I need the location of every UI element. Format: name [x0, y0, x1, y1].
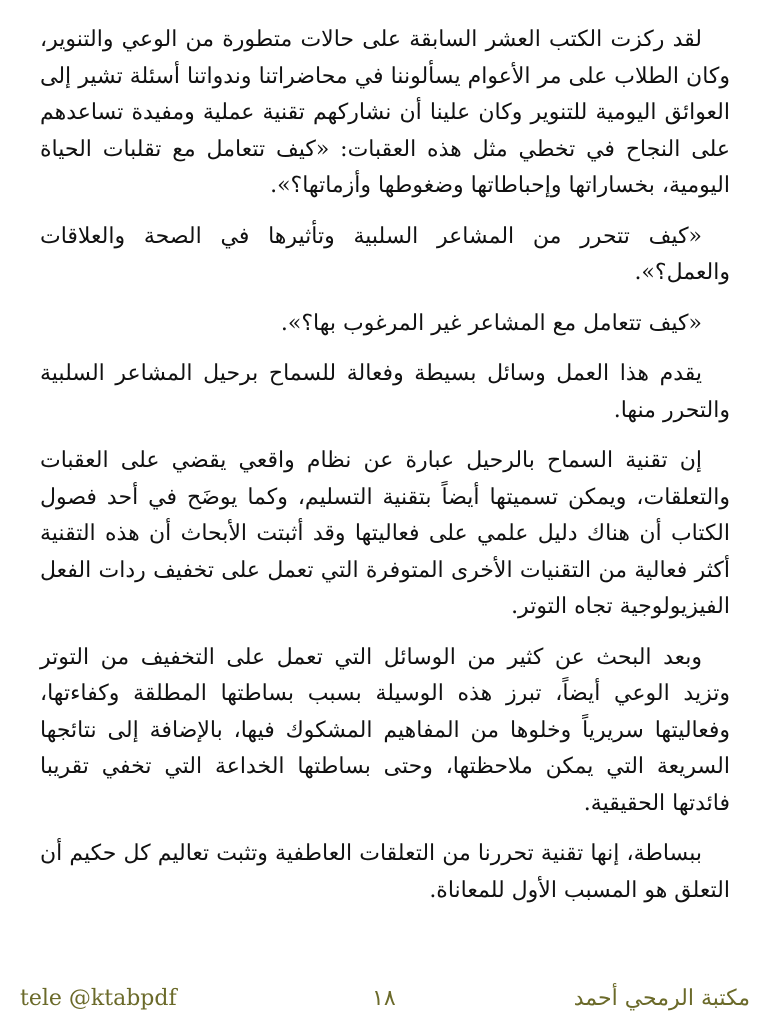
- paragraph-question-unwanted-emotions: «كيف تتعامل مع المشاعر غير المرغوب بها؟».: [280, 310, 702, 336]
- page-footer: [0, 980, 768, 1020]
- paragraph-question-negative-emotions: «كيف تتحرر من المشاعر السلبية وتأثيرها في الصحة والعلاقات والعمل؟».: [40, 223, 730, 285]
- book-page-body: [40, 22, 730, 977]
- paragraph-simply: ببساطة، إنها تقنية تحررنا من التعلقات العاطفية وتثبت تعاليم كل حكيم أن التعلق هو المسبب الأول للمعاناة.: [40, 841, 730, 903]
- footer-library-name: مكتبة الرمحي أحمد: [573, 986, 750, 1011]
- paragraph-work-offers: يقدم هذا العمل وسائل بسيطة وفعالة للسماح برحيل المشاعر السلبية والتحرر منها.: [40, 361, 730, 423]
- paragraph-after-research: وبعد البحث عن كثير من الوسائل التي تعمل على التخفيف من التوتر وتزيد الوعي أيضاً، تبرز هذه الوسيلة بسبب بساطتها المطلقة وكفاءتها، وفعاليتها سريرياً وخلوها من المفاهيم المشكوك فيها، بالإضافة إلى نتائجها السريعة التي يمكن ملاحظتها، وحتى بساطتها الخداعة التي تخفي تقريبا فائدتها الحقيقية.: [40, 644, 730, 816]
- paragraph-intro: لقد ركزت الكتب العشر السابقة على حالات متطورة من الوعي والتنوير، وكان الطلاب على مر الأعوام يسألوننا في محاضراتنا وندواتنا أسئلة تشير إلى العوائق اليومية للتنوير وكان علينا أن نشاركهم تقنية عملية ومفيدة تساعدهم على النجاح في تخطي مثل هذه العقبات: «كيف تتعامل مع تقلبات الحياة اليومية، بخساراتها وإحباطاتها وضغوطها وأزماتها؟».: [40, 27, 730, 198]
- paragraph-letting-go-technique: إن تقنية السماح بالرحيل عبارة عن نظام واقعي يقضي على العقبات والتعلقات، ويمكن تسميتها أيضاً بتقنية التسليم، وكما يوضَح في أحد فصول الكتاب أن هناك دليل علمي على فعاليتها وقد أثبتت الأبحاث أن هذه التقنية أكثر فعالية من التقنيات الأخرى المتوفرة التي تعمل على تخفيف ردات الفعل الفيزيولوجية تجاه التوتر.: [40, 448, 730, 619]
- page-number: ١٨: [372, 986, 396, 1011]
- footer-telegram-handle: tele @ktabpdf: [20, 986, 177, 1011]
